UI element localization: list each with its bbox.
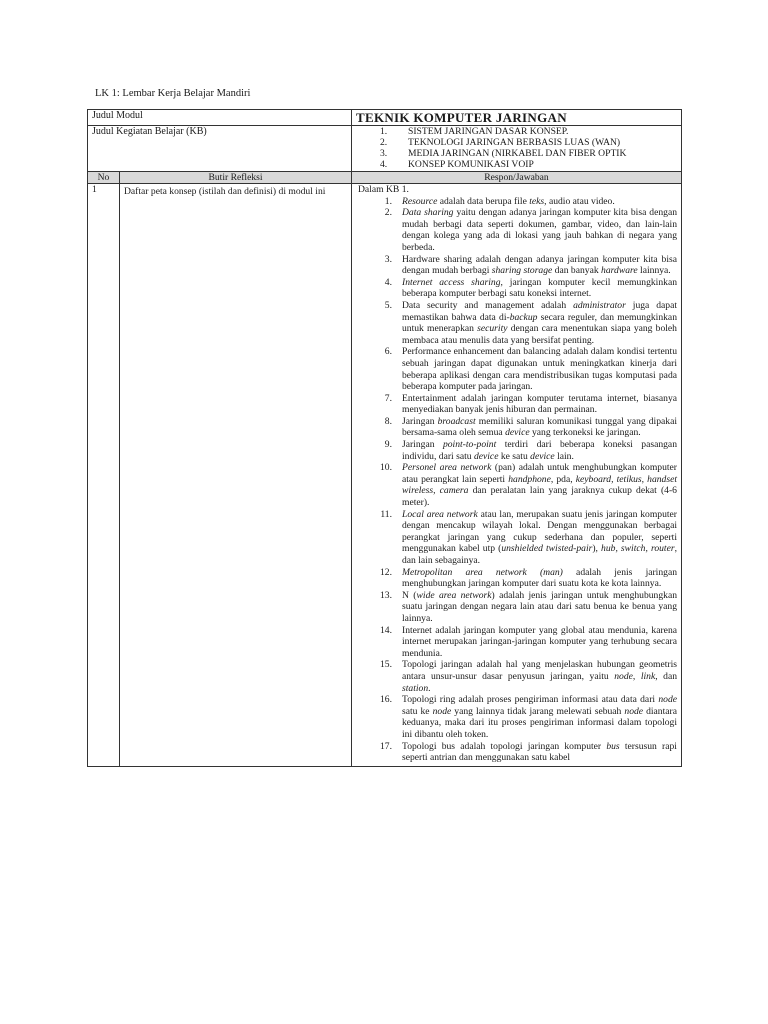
kb-item-text: MEDIA JARINGAN (NIRKABEL DAN FIBER OPTIK: [408, 148, 627, 159]
list-item: [356, 207, 677, 253]
list-item: [356, 393, 677, 416]
response-cell: [352, 184, 682, 767]
list-item-number: 13.: [380, 589, 392, 601]
list-item-number: 15.: [380, 659, 392, 671]
list-item-number: 4.: [384, 276, 392, 288]
list-item: [356, 509, 677, 567]
list-item-text: Internet access sharing, jaringan komputer kecil memungkinkan beberapa komputer berbagi satu koneksi internet.: [402, 276, 677, 300]
kb-item-text: TEKNOLOGI JARINGAN BERBASIS LUAS (WAN): [408, 137, 621, 148]
list-item-number: 1.: [384, 195, 392, 207]
response-intro: Dalam KB 1.: [358, 184, 409, 195]
module-row: [88, 110, 682, 126]
list-item: [356, 439, 677, 462]
kb-row: [88, 126, 682, 172]
list-item-number: 6.: [384, 346, 392, 358]
list-item-number: 12.: [380, 566, 392, 578]
list-item: [356, 567, 677, 590]
list-item: [356, 625, 677, 660]
list-item-number: 17.: [380, 740, 392, 752]
list-item-text: Topologi bus adalah topologi jaringan komputer bus tersusun rapi seperti antrian dan menggunakan satu kabel: [402, 740, 677, 764]
list-item-text: Topologi jaringan adalah hal yang menjelaskan hubungan geometris antara unsur-unsur dasar penyusun jaringan, yaitu node, link, dan station.: [402, 659, 677, 694]
list-item-text: Internet adalah jaringan komputer yang global atau mendunia, karena internet merupakan jaringan-jaringan komputer yang terhubung secara mendunia.: [402, 624, 677, 659]
document-heading: LK 1: Lembar Kerja Belajar Mandiri: [95, 88, 251, 99]
list-item-text: Resource adalah data berupa file teks, audio atau video.: [402, 195, 615, 207]
list-item: [356, 277, 677, 300]
list-item: [356, 196, 677, 208]
worksheet-table: [87, 109, 682, 767]
list-item-number: 9.: [384, 439, 392, 451]
list-item-text: Topologi ring adalah proses pengiriman informasi atau data dari node satu ke node yang lainnya tidak jarang melewati sebuah node diantara keduanya, maka dari itu proses pengiriman informasi dalam topologi ini dibantu oleh token.: [402, 694, 677, 740]
kb-item-text: SISTEM JARINGAN DASAR KONSEP.: [408, 126, 569, 137]
list-item-text: Hardware sharing adalah dengan adanya jaringan komputer kita bisa dengan mudah berbagi sharing storage dan banyak hardware lainnya.: [402, 253, 677, 277]
list-item-number: 16.: [380, 694, 392, 706]
list-item: [356, 462, 677, 508]
list-item: [356, 416, 677, 439]
list-item-text: Performance enhancement dan balancing adalah dalam kondisi tertentu sebuah jaringan dapat digunakan untuk meningkatkan kinerja dari beberapa aplikasi dengan cara mendistribusikan tugas komputasi pada beberapa komputer pada jaringan.: [402, 346, 677, 393]
kb-item: [356, 137, 677, 148]
list-item-text: Jaringan point-to-point terdiri dari beberapa koneksi pasangan individu, dari satu device ke satu device lain.: [402, 439, 677, 462]
table-row: [88, 184, 682, 767]
kb-item-number: 4.: [380, 159, 388, 170]
kb-list: [356, 126, 677, 170]
row-number: 1: [88, 184, 120, 767]
kb-list-cell: [352, 126, 682, 172]
kb-item-number: 2.: [380, 137, 388, 148]
list-item-text: Local area network atau lan, merupakan suatu jenis jaringan komputer dengan mencakup wilayah lokal. Dengan menggunakan berbagai perangkat jaringan yang cukup sederhana dan populer, seperti menggunakan kabel utp (unshielded twisted-pair), hub, switch, router, dan lain sebagainya.: [402, 508, 678, 566]
list-item-number: 14.: [380, 624, 392, 636]
list-item: [356, 659, 677, 694]
kb-item-number: 1.: [380, 126, 388, 137]
list-item: [356, 254, 677, 277]
col-response-header: Respon/Jawaban: [352, 172, 682, 184]
response-list: [356, 196, 677, 764]
col-reflection-header: Butir Refleksi: [120, 172, 352, 184]
module-label: Judul Modul: [88, 110, 352, 126]
list-item-number: 3.: [384, 253, 392, 265]
list-item-number: 2.: [384, 207, 392, 219]
list-item-number: 11.: [380, 508, 392, 520]
kb-item: [356, 126, 677, 137]
kb-item-number: 3.: [380, 148, 388, 159]
list-item-text: Personel area network (pan) adalah untuk menghubungkan komputer atau perangkat lain seperti handphone, pda, keyboard, tetikus, handset wireless, camera dan peralatan lain yang jaraknya cukup dekat (4-6 meter).: [402, 462, 678, 509]
list-item: [356, 741, 677, 764]
kb-item-text: KONSEP KOMUNIKASI VOIP: [408, 159, 534, 170]
list-item-text: N (wide area network) adalah jenis jaringan untuk menghubungkan suatu jaringan dengan negara lain atau dari satu benua ke benua yang lainnya.: [402, 589, 677, 624]
col-no-header: No: [88, 172, 120, 184]
list-item: [356, 590, 677, 625]
list-item: [356, 694, 677, 740]
list-item-text: Data security and management adalah administrator juga dapat memastikan bahwa data di-backup secara reguler, dan memungkinkan untuk menerapkan security dengan cara menentukan siapa yang boleh membaca atau menulis data yang bersifat penting.: [402, 299, 678, 346]
list-item-number: 8.: [384, 415, 392, 427]
list-item: [356, 346, 677, 392]
list-item-text: Entertainment adalah jaringan komputer terutama internet, biasanya menyediakan banyak jenis hiburan dan permainan.: [402, 392, 677, 416]
kb-label: Judul Kegiatan Belajar (KB): [88, 126, 352, 172]
list-item-number: 10.: [380, 462, 392, 474]
list-item-text: Data sharing yaitu dengan adanya jaringan komputer kita bisa dengan mudah berbagi data seperti dokumen, gambar, video, dan lain-lain dengan kolega yang ada di lokasi yang jauh bahkan di negara yang berbeda.: [402, 207, 678, 253]
list-item-number: 7.: [384, 392, 392, 404]
module-title: TEKNIK KOMPUTER JARINGAN: [352, 110, 682, 126]
reflection-item: Daftar peta konsep (istilah dan definisi) di modul ini: [120, 184, 352, 767]
list-item: [356, 300, 677, 346]
kb-item: [356, 148, 677, 159]
kb-item: [356, 159, 677, 170]
header-row: [88, 172, 682, 184]
list-item-text: Jaringan broadcast memiliki saluran komunikasi tunggal yang dipakai bersama-sama oleh semua device yang terkoneksi ke jaringan.: [402, 415, 678, 439]
list-item-number: 5.: [384, 299, 392, 311]
list-item-text: Metropolitan area network (man) adalah jenis jaringan menghubungkan jaringan komputer dari suatu kota ke kota lainnya.: [402, 566, 677, 590]
